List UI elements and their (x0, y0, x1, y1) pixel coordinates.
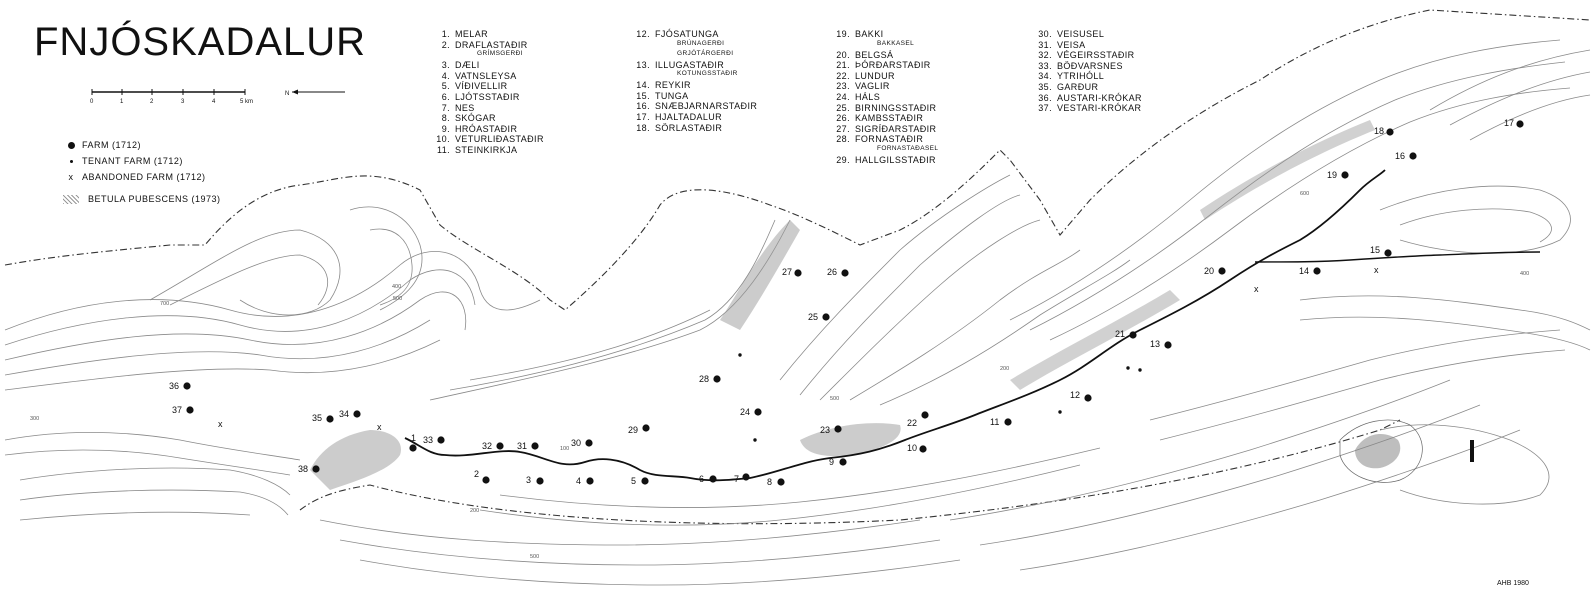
place-number: 32. (1038, 50, 1052, 61)
contour-label: 400 (1520, 271, 1530, 277)
place-number: 3. (441, 60, 450, 71)
farm-number-label: 26 (827, 267, 838, 277)
farm-dot (183, 382, 190, 389)
place-number: 36. (1038, 92, 1052, 103)
place-number: 30. (1038, 29, 1052, 39)
place-number: 18. (636, 122, 650, 133)
place-name: FORNASTAÐIR (855, 134, 924, 145)
place-number: 37. (1038, 103, 1052, 114)
legend-farm: FARM (1712) (60, 137, 221, 153)
place-name: HRÓASTAÐIR (455, 123, 518, 134)
place-name: VÉGEIRSSTAÐIR (1057, 50, 1135, 61)
farm-dot (709, 475, 716, 482)
farm-dot (1084, 394, 1091, 401)
place-number: 11. (436, 144, 450, 155)
farm-number-label: 1 (411, 433, 417, 443)
tenant-dot-icon (70, 160, 73, 163)
map-legend (60, 137, 221, 207)
place-number: 22. (836, 70, 850, 81)
contour-label: 500 (530, 554, 540, 560)
place-number: 20. (836, 49, 850, 60)
place-number: 8. (441, 113, 450, 124)
place-name: DÆLI (455, 60, 480, 71)
farm-number-label: 23 (820, 425, 831, 435)
place-item (632, 81, 757, 92)
farm-number-label: 31 (517, 441, 528, 451)
place-name: BIRNINGSSTAÐIR (855, 102, 937, 113)
farm-dot (1409, 152, 1416, 159)
farm-number-label: 4 (576, 476, 582, 486)
place-item (632, 124, 757, 135)
legend-betula: BETULA PUBESCENS (1973) (60, 191, 221, 207)
place-name: LUNDUR (855, 70, 895, 81)
place-name: HÁLS (855, 91, 881, 102)
farm-number-label: 27 (782, 267, 793, 277)
contour-label: 300 (30, 416, 40, 422)
lava-field-shading (1355, 434, 1400, 468)
farm-dot (496, 442, 503, 449)
place-number: 19. (836, 29, 850, 39)
place-number: 35. (1038, 81, 1052, 92)
north-label: N (285, 91, 290, 97)
place-name: BÖÐVARSNES (1057, 60, 1123, 71)
place-number: 5. (441, 81, 450, 92)
farm-dot (921, 411, 928, 418)
farm-dot (586, 477, 593, 484)
place-name: REYKIR (655, 80, 691, 91)
farm-number-label: 5 (631, 476, 637, 486)
farm-dot (794, 269, 801, 276)
place-subname: FORNASTAÐASEL (877, 144, 939, 152)
place-item (432, 146, 544, 157)
place-item (632, 30, 757, 41)
map-title: FNJÓSKADALUR (34, 20, 367, 64)
farm-dot (841, 269, 848, 276)
place-item (832, 156, 938, 167)
place-number: 14. (636, 80, 650, 91)
svg-text:x: x (1254, 284, 1259, 294)
place-name: ILLUGASTAÐIR (655, 59, 725, 70)
farm-number-label: 29 (628, 425, 639, 435)
place-subname: KOTUNGSSTAÐIR (677, 70, 738, 78)
place-name: SIGRÍÐARSTAÐIR (855, 123, 937, 134)
contour-label: 100 (560, 446, 570, 452)
place-number: 33. (1038, 60, 1052, 71)
place-number: 7. (441, 102, 450, 113)
farm-number-label: 19 (1327, 170, 1338, 180)
farm-dot (1164, 341, 1171, 348)
place-name: VEISUSEL (1057, 29, 1105, 39)
farm-dot (312, 465, 319, 472)
farm-number-label: 25 (808, 312, 819, 322)
place-number: 24. (836, 91, 850, 102)
place-item (832, 30, 938, 41)
place-name: FJÓSATUNGA (655, 29, 719, 39)
farm-dot (642, 424, 649, 431)
betula-hatch-icon (63, 195, 79, 204)
contour-label: 200 (1000, 366, 1010, 372)
farm-dot (754, 408, 761, 415)
farm-number-label: 9 (829, 457, 835, 467)
place-list-col-1 (432, 30, 544, 157)
scale-bar (90, 86, 350, 116)
farm-dot (353, 410, 360, 417)
scale-tick-4: 4 (212, 99, 216, 105)
farm-dot-icon (68, 142, 75, 149)
place-name: VAGLIR (855, 81, 890, 92)
place-name: AUSTARI-KRÓKAR (1057, 92, 1142, 103)
place-number: 23. (836, 81, 850, 92)
place-number: 10. (436, 134, 450, 145)
place-name: MELAR (455, 29, 489, 39)
place-number: 9. (441, 123, 450, 134)
place-number: 12. (636, 29, 650, 39)
farm-dot (1004, 418, 1011, 425)
farm-dot (437, 436, 444, 443)
legend-abandoned: x ABANDONED FARM (1712) (68, 171, 206, 182)
farm-number-label: 32 (482, 441, 493, 451)
place-name: BELGSÁ (855, 49, 894, 60)
farm-number-label: 17 (1504, 118, 1515, 128)
farm-dot (1386, 128, 1393, 135)
contour-label: 400 (392, 284, 402, 290)
farm-dot (919, 445, 926, 452)
farm-number-label: 6 (699, 474, 705, 484)
farm-number-label: 16 (1395, 151, 1406, 161)
abandoned-x-icon: x (68, 171, 74, 182)
place-name: SÖRLASTAÐIR (655, 122, 723, 133)
place-name: ÞÓRÐARSTAÐIR (855, 60, 931, 71)
farm-number-label: 21 (1115, 329, 1126, 339)
scale-tick-5: 5 km (240, 99, 254, 105)
place-name: NES (455, 102, 475, 113)
farm-dot (1129, 331, 1136, 338)
svg-text:x: x (1374, 265, 1379, 275)
farm-number-label: 11 (990, 417, 1000, 427)
contour-label: 500 (830, 396, 840, 402)
place-subname: BRÚNAGERÐI (677, 39, 725, 47)
farm-number-label: 22 (907, 418, 918, 428)
place-item (432, 93, 544, 104)
scale-tick-1: 1 (120, 99, 124, 105)
farm-number-label: 38 (298, 464, 309, 474)
place-list-col-3 (832, 30, 938, 167)
farm-number-label: 10 (907, 443, 918, 453)
farm-number-label: 12 (1070, 390, 1081, 400)
contour-label: 600 (1300, 191, 1310, 197)
place-number: 26. (836, 113, 850, 124)
place-number: 17. (636, 111, 650, 122)
place-number: 6. (441, 91, 450, 102)
svg-text:x: x (377, 422, 382, 432)
place-item (1034, 104, 1142, 115)
farm-number-label: 24 (740, 407, 751, 417)
place-list-col-4 (1034, 30, 1142, 115)
farm-dot (742, 473, 749, 480)
place-name: TUNGA (655, 90, 689, 101)
farm-number-label: 13 (1150, 339, 1161, 349)
contour-label: 500 (393, 296, 403, 302)
betula-areas (310, 120, 1375, 490)
farm-dot (531, 442, 538, 449)
place-name: VEISA (1057, 39, 1086, 50)
place-name: DRAFLASTAÐIR (455, 39, 528, 50)
svg-text:x: x (218, 419, 223, 429)
farm-dot (482, 476, 489, 483)
farm-dot (409, 444, 416, 451)
place-name: VATNSLEYSA (455, 70, 517, 81)
farm-number-label: 36 (169, 381, 180, 391)
place-name: SNÆBJARNARSTAÐIR (655, 101, 758, 112)
farm-number-label: 34 (339, 409, 350, 419)
farm-dot (186, 406, 193, 413)
place-name: VÍÐIVELLIR (455, 81, 508, 92)
scale-tick-3: 3 (181, 99, 185, 105)
farm-number-label: 18 (1374, 126, 1385, 136)
farm-dot (536, 477, 543, 484)
place-name: SKÓGAR (455, 113, 496, 124)
map-credit: AHB 1980 (1497, 580, 1529, 587)
abandoned-farm-markers (218, 265, 1379, 432)
farm-number-label: 28 (699, 374, 710, 384)
farm-number-label: 3 (526, 475, 532, 485)
place-number: 21. (836, 60, 850, 71)
farm-number-label: 7 (734, 474, 740, 484)
place-number: 1. (441, 29, 450, 39)
place-name: YTRIHÓLL (1057, 71, 1105, 82)
place-subname: GRJÓTÁRGERÐI (677, 49, 734, 57)
place-number: 15. (636, 90, 650, 101)
farm-dot (777, 478, 784, 485)
scale-tick-0: 0 (90, 99, 94, 105)
place-number: 4. (441, 70, 450, 81)
place-item (1034, 30, 1142, 41)
place-number: 27. (836, 123, 850, 134)
place-name: BAKKI (855, 29, 884, 39)
scale-tick-2: 2 (150, 99, 154, 105)
place-name: KAMBSSTAÐIR (855, 113, 924, 124)
place-number: 16. (636, 101, 650, 112)
contour-lines (5, 40, 1590, 585)
place-name: STEINKIRKJA (455, 144, 518, 155)
farm-dot (1384, 249, 1391, 256)
place-number: 13. (636, 59, 650, 70)
place-number: 29. (836, 154, 850, 165)
farm-number-label: 20 (1204, 266, 1215, 276)
farm-dot (1516, 120, 1523, 127)
place-name: HALLGILSSTAÐIR (855, 154, 936, 165)
place-list-col-2 (632, 30, 757, 134)
farm-dot (713, 375, 720, 382)
place-number: 31. (1038, 39, 1052, 50)
farm-dot (1218, 267, 1225, 274)
farm-number-label: 15 (1370, 245, 1381, 255)
place-number: 2. (441, 39, 450, 50)
farm-number-label: 37 (172, 405, 183, 415)
farm-dot (839, 458, 846, 465)
place-number: 28. (836, 134, 850, 145)
farm-number-label: 35 (312, 413, 323, 423)
farm-number-label: 14 (1299, 266, 1310, 276)
place-name: LJÓTSSTAÐIR (455, 91, 520, 102)
farm-number-label: 8 (767, 477, 773, 487)
farm-number-label: 30 (571, 438, 582, 448)
place-name: GARÐUR (1057, 81, 1099, 92)
place-number: 25. (836, 102, 850, 113)
contour-label: 200 (470, 508, 480, 514)
place-number: 34. (1038, 71, 1052, 82)
farm-number-label: 33 (423, 435, 434, 445)
farm-dot (834, 425, 841, 432)
place-subname: GRÍMSGERÐI (477, 50, 523, 58)
farm-number-label: 2 (474, 469, 480, 479)
place-name: VETURLIÐASTAÐIR (455, 134, 544, 145)
place-name: VESTARI-KRÓKAR (1057, 103, 1142, 114)
farm-dot (585, 439, 592, 446)
contour-label: 700 (160, 301, 170, 307)
legend-tenant: TENANT FARM (1712) (60, 153, 221, 169)
farm-dot (1313, 267, 1320, 274)
map-mark (1470, 440, 1474, 462)
farm-dot (641, 477, 648, 484)
place-subname: BAKKASEL (877, 39, 915, 47)
farm-dot (822, 313, 829, 320)
farm-dot (1341, 171, 1348, 178)
farm-dot (326, 415, 333, 422)
place-name: HJALTADALUR (655, 111, 723, 122)
